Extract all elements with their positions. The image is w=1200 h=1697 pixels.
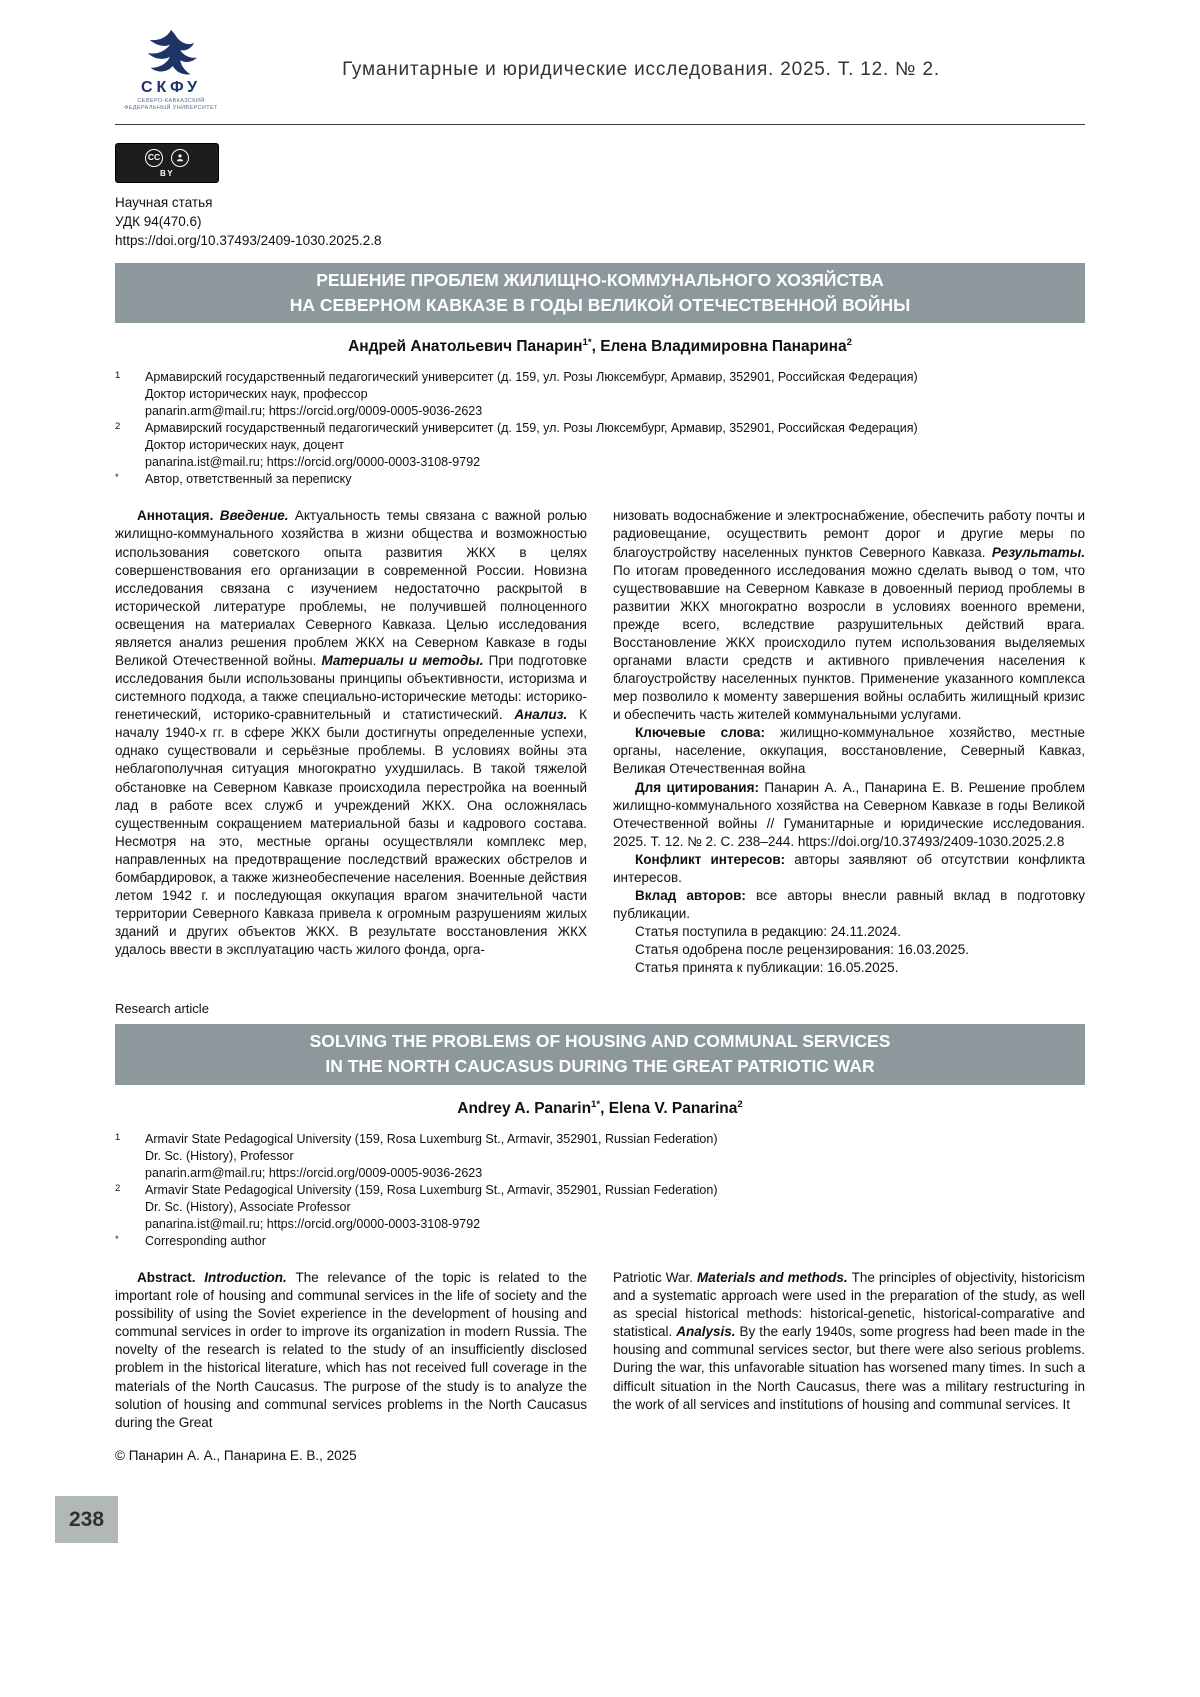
affiliation-marker: *: [115, 1234, 119, 1246]
title-en-line2: IN THE NORTH CAUCASUS DURING THE GREAT PATRIOTIC WAR: [325, 1056, 875, 1077]
title-ru-line2: НА СЕВЕРНОМ КАВКАЗЕ В ГОДЫ ВЕЛИКОЙ ОТЕЧЕСТВЕННОЙ ВОЙНЫ: [289, 294, 911, 315]
abstract-en-text-continued: Patriotic War. Materials and methods. The principles of objectivity, historicism and a systematic approach were used in the preparation of the study, as well as special historical methods: historical-genetic, historical-comparative and statistical. Analysis. By the early 1940s, some progress had been made in the housing and communal services sector, but there were also serious problems. During the war, this unfavorable situation has worsened many times. In such a difficult situation in the North Caucasus, there was a military restructuring in the work of all services and institutions of housing and communal services. It: [613, 1270, 1085, 1412]
university-logo: [115, 28, 227, 113]
affiliation-line: Доктор исторических наук, доцент: [145, 438, 344, 453]
abstract-ru-left-column: [115, 507, 587, 977]
affiliation-row: [115, 420, 1085, 471]
citation-ru: Для цитирования: Панарин А. А., Панарина Е. В. Решение проблем жилищно-коммунального хозяйства на Северном Кавказе в годы Великой Отечественной войны // Гуманитарные и юридические исследования. 2025. Т. 12. № 2. С. 238–244. https://doi.org/10.37493/2409-1030.2025.2.8: [613, 779, 1085, 849]
affiliation-body: [145, 1131, 1085, 1182]
cc-by-label: BY: [159, 168, 175, 178]
article-type-label: Научная статья: [115, 195, 213, 210]
university-logo-icon: [142, 28, 200, 78]
university-logo-subtitle-line: СЕВЕРО-КАВКАЗСКИЙ: [137, 97, 205, 104]
title-ru-line1: РЕШЕНИЕ ПРОБЛЕМ ЖИЛИЩНО-КОММУНАЛЬНОГО ХОЗЯЙСТВА: [316, 269, 884, 290]
affiliation-body: [145, 471, 1085, 488]
affiliation-row: [115, 471, 1085, 488]
affiliation-marker: *: [115, 472, 119, 484]
title-banner-ru: [115, 263, 1085, 324]
affiliation-marker: 1: [115, 370, 121, 382]
license-icons: [145, 149, 189, 167]
university-logo-acronym: СКФУ: [140, 78, 202, 96]
affiliation-row: [115, 1182, 1085, 1233]
affiliation-marker: 2: [115, 1183, 121, 1195]
authors-en: Andrey A. Panarin$^{1*}$, Elena V. Panarina$^2$: [457, 1098, 743, 1118]
cc-icon: CC: [145, 149, 163, 167]
accepted-date: Статья принята к публикации: 16.05.2025.: [635, 960, 899, 976]
affiliation-contact-line[interactable]: panarin.arm@mail.ru; https://orcid.org/0009-0005-9036-2623: [145, 404, 483, 419]
affiliation-body: [145, 369, 1085, 420]
udc-label: УДК 94(470.6): [115, 213, 202, 229]
research-article-label: Research article: [115, 1001, 209, 1017]
page-number-badge: 238: [55, 1496, 118, 1543]
affiliation-row: [115, 1131, 1085, 1182]
affiliation-contact-line[interactable]: panarina.ist@mail.ru; https://orcid.org/0000-0003-3108-9792: [145, 1217, 481, 1232]
affiliation-body: [145, 1233, 1085, 1250]
affiliations-en: [115, 1131, 1085, 1250]
affiliation-line: Corresponding author: [145, 1234, 266, 1249]
affiliation-line: Армавирский государственный педагогический университет (д. 159, ул. Розы Люксембург, Армавир, 352901, Российская Федерация): [145, 370, 918, 385]
keywords-ru: Ключевые слова: жилищно-коммунальное хозяйство, местные органы, население, оккупация, восстановление, Северный Кавказ, Великая Отечественная война: [613, 725, 1086, 777]
header-divider: [115, 124, 1085, 125]
abstract-en-left-column: [115, 1269, 587, 1432]
abstract-en-text: Abstract. Introduction. The relevance of the topic is related to the important role of housing and communal services in the life of society and the possibility of using the Soviet experience in the development of housing and communal services in order to improve its organization in modern Russia. The novelty of the research is related to the study of an insufficiently disclosed problem in the historical literature, which has not received full coverage in the materials of the North Caucasus. The purpose of the study is to analyze the solution of housing and communal services problems in the North Caucasus during the Great: [115, 1270, 587, 1430]
abstract-en: [115, 1269, 1085, 1432]
affiliation-body: [145, 1182, 1085, 1233]
affiliation-row: [115, 1233, 1085, 1250]
author-contribution-ru: Вклад авторов: все авторы внесли равный вклад в подготовку публикации.: [613, 888, 1086, 922]
affiliation-line: Автор, ответственный за переписку: [145, 472, 352, 487]
affiliation-line: Dr. Sc. (History), Associate Professor: [145, 1200, 351, 1215]
copyright-line: © Панарин А. А., Панарина Е. В., 2025: [115, 1447, 357, 1463]
conflict-of-interest-ru: Конфликт интересов: авторы заявляют об отсутствии конфликта интересов.: [613, 851, 1085, 885]
abstract-ru-text-continued: низовать водоснабжение и электроснабжение, обеспечить работу почты и радиовещание, осуществить ремонт дорог и другие меры по благоустройству населенных пунктов Северного Кавказа. Результаты. По итогам проведенного исследования можно сделать вывод о том, что существовавшие на Северном Кавказе в довоенный период проблемы в развитии ЖКХ многократно возросли в условиях военного времени, прежде всего, вследствие разрушительных действий врага. Восстановление ЖКХ происходило путем использования выделяемых органами власти средств и активного привлечения населения к благоустройству населенных пунктов. Применение указанного комплекса мер позволило к моменту завершения войны ослабить жилищный кризис и обеспечить часть жителей коммунальными услугами.: [613, 508, 1085, 723]
affiliations-ru: [115, 369, 1085, 488]
title-en-line1: SOLVING THE PROBLEMS OF HOUSING AND COMMUNAL SERVICES: [309, 1031, 891, 1052]
abstract-ru: [115, 507, 1085, 977]
affiliation-line: Доктор исторических наук, профессор: [145, 387, 368, 402]
journal-title: Гуманитарные и юридические исследования. 2025. Т. 12. № 2.: [342, 59, 940, 80]
affiliation-line: Армавирский государственный педагогический университет (д. 159, ул. Розы Люксембург, Армавир, 352901, Российская Федерация): [145, 421, 918, 436]
affiliation-row: [115, 369, 1085, 420]
affiliation-line: Dr. Sc. (History), Professor: [145, 1149, 294, 1164]
doi-link[interactable]: https://doi.org/10.37493/2409-1030.2025.2.8: [115, 232, 382, 248]
abstract-ru-text: Аннотация. Введение. Актуальность темы связана с важной ролью жилищно-коммунального хозяйства в жизни общества и возможностью использования советского опыта развития ЖКХ в целях совершенствования его организации в современной России. Новизна исследования связана с изучением недостаточно раскрытой в исторической литературе проблемы, не получившей полноценного освещения на материалах Северного Кавказа. Целью исследования является анализ решения проблем ЖКХ на Северном Кавказе в годы Великой Отечественной войны. Материалы и методы. При подготовке исследования были использованы принципы объективности, историзма и системного подхода, а также специально-исторические методы: историко-генетический, историко-сравнительный и статистический. Анализ. К началу 1940-х гг. в сфере ЖКХ были достигнуты определенные успехи, однако существовали и серьёзные проблемы. В условиях войны эта неблагополучная ситуация многократно ухудшилась. В такой тяжелой обстановке на Северном Кавказе происходила перестройка на военный лад в работе всех служб и учреждений ЖКХ. Она осложнялась существенным сокращением материальной базы и кадрового состава. Несмотря на это, местные органы осуществляли комплекс мер, направленных на предотвращение последствий вражеских обстрелов и бомбардировок, а также жизнеобеспечение населения. Военные действия летом 1942 г. и последующая оккупация врагом значительной части территории Северного Кавказа привела к огромным разрушениям жилых зданий и других объектов ЖКХ. В результате восстановления ЖКХ удалось ввести в эксплуатацию часть жилого фонда, орга-: [115, 508, 587, 958]
received-date: Статья поступила в редакцию: 24.11.2024.: [635, 924, 902, 940]
abstract-en-right-column: [613, 1269, 1085, 1432]
article-meta: [115, 194, 1085, 251]
affiliation-marker: 1: [115, 1132, 121, 1144]
university-logo-subtitle-line: ФЕДЕРАЛЬНЫЙ УНИВЕРСИТЕТ: [124, 105, 218, 111]
university-logo-subtitle: [124, 98, 218, 113]
title-banner-en: [115, 1024, 1085, 1085]
affiliation-contact-line[interactable]: panarin.arm@mail.ru; https://orcid.org/0009-0005-9036-2623: [145, 1166, 483, 1181]
affiliation-contact-line[interactable]: panarina.ist@mail.ru; https://orcid.org/0000-0003-3108-9792: [145, 455, 481, 470]
person-attribution-icon: [171, 149, 189, 167]
cc-by-license-badge: [115, 143, 219, 183]
abstract-ru-right-column: [613, 507, 1085, 977]
approved-date: Статья одобрена после рецензирования: 16.03.2025.: [635, 942, 969, 958]
authors-ru: Андрей Анатольевич Панарин$^{1*}$, Елена Владимировна Панарина$^2$: [348, 337, 852, 356]
masthead: [115, 24, 1085, 116]
affiliation-marker: 2: [115, 421, 121, 433]
affiliation-line: Armavir State Pedagogical University (159, Rosa Luxemburg St., Armavir, 352901, Russian Federation): [145, 1132, 718, 1147]
affiliation-body: [145, 420, 1085, 471]
affiliation-line: Armavir State Pedagogical University (159, Rosa Luxemburg St., Armavir, 352901, Russian Federation): [145, 1183, 718, 1198]
